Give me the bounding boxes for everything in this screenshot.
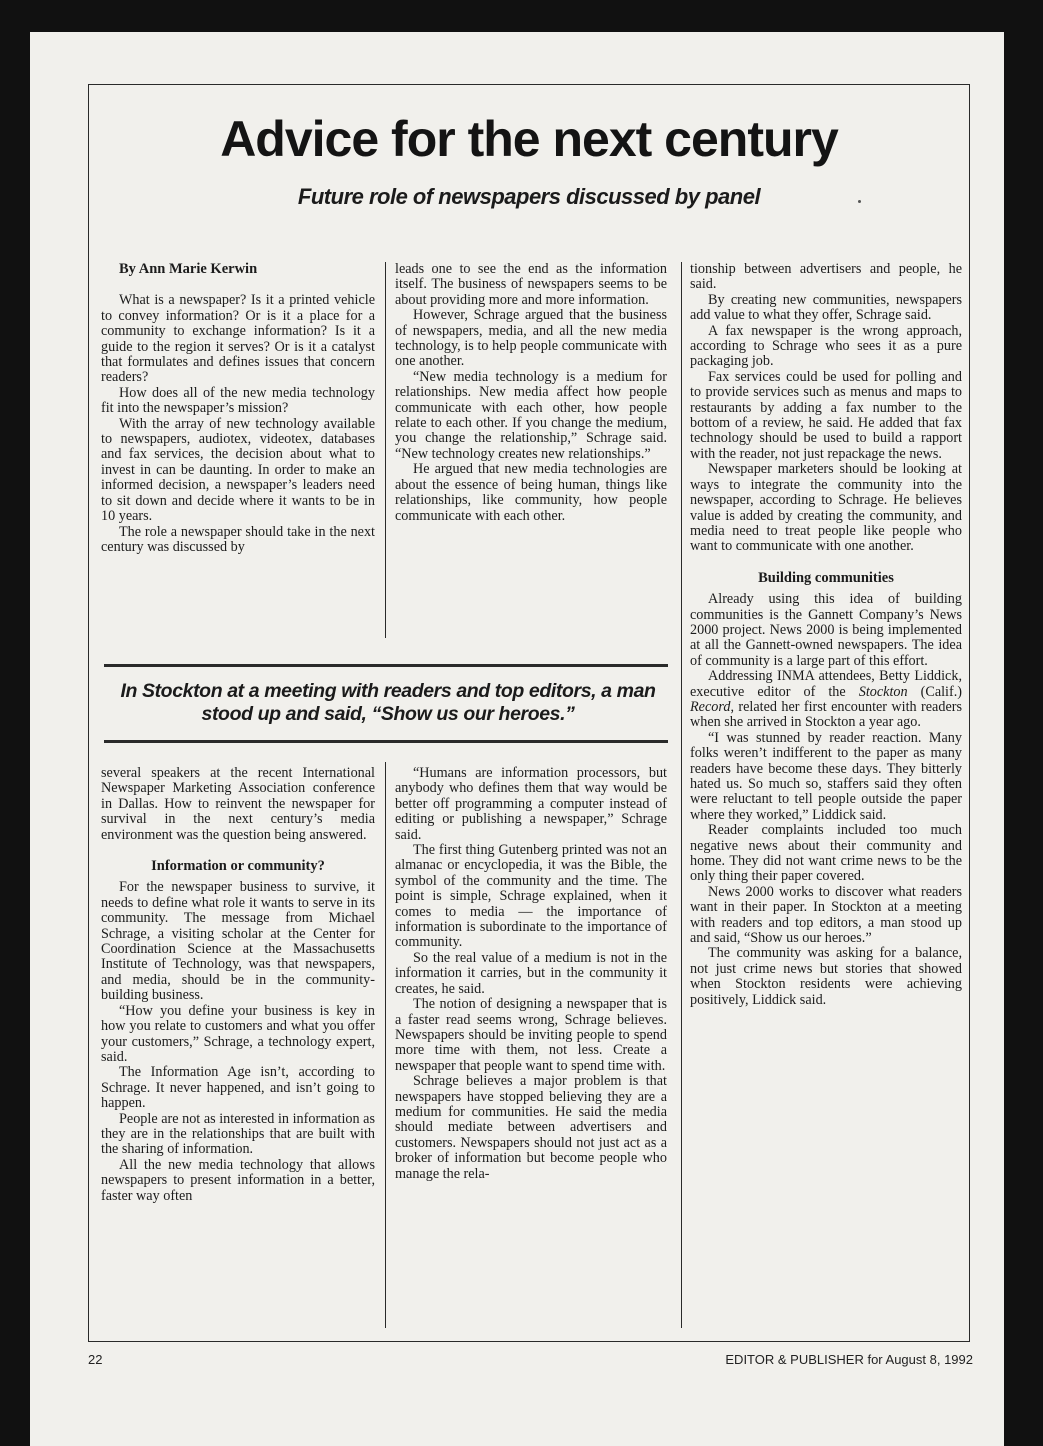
paragraph: With the array of new technology available to newspapers, audiotex, videotex, databases and fax services, the decision about what to invest in can be daunting. In order to make an informed decision, a newspaper’s leaders need to sit down and decide where it wants to be in 10 years. xyxy=(101,415,375,525)
publication-name-italic: Stockton xyxy=(858,683,908,700)
paragraph: Reader complaints included too much negative news about their community and home. They did not want crime news to be the only thing their paper covered. xyxy=(690,822,962,885)
paragraph: leads one to see the end as the information itself. The business of newspapers seems to be about providing more and more information. xyxy=(395,261,667,308)
paragraph: The role a newspaper should take in the next century was discussed by xyxy=(101,523,375,555)
paragraph: The Information Age isn’t, according to Schrage. It never happened, and isn’t going to happen. xyxy=(101,1064,375,1112)
deck-subheadline: Future role of newspapers discussed by panel xyxy=(297,184,761,209)
pullquote-rule-top xyxy=(104,664,668,667)
paragraph: Fax services could be used for polling and to provide services such as menus and maps to restaurants by adding a fax number to the bottom of a review, he said. He added that fax technology should be used to build a rapport with the reader, not just repackage the news. xyxy=(690,368,962,462)
paragraph: tionship between advertisers and people, he said. xyxy=(690,261,962,293)
publication-footer: EDITOR & PUBLISHER for August 8, 1992 xyxy=(725,1352,973,1367)
paragraph: However, Schrage argued that the business of newspapers, media, and all the new media technology, is to help people communicate with one another. xyxy=(395,307,667,370)
publication-name-italic: Record xyxy=(690,698,731,715)
paragraph: “Humans are information processors, but anybody who defines them that way would be better off programming a computer instead of editing or publishing a newspaper,” Schrage said. xyxy=(395,765,667,843)
paragraph: The first thing Gutenberg printed was not an almanac or encyclopedia, it was the Bible, the symbol of the community and the time. The point is simple, Schrage explained, when it comes to media — the importance of information is subordinate to the importance of community. xyxy=(395,842,667,951)
subhead-information-or-community: Information or community? xyxy=(151,858,325,875)
paragraph: A fax newspaper is the wrong approach, according to Schrage who sees it as a pure packaging job. xyxy=(690,322,962,370)
paragraph: Already using this idea of building communities is the Gannett Company’s News 2000 project. News 2000 is being implemented at all the Gannett-owned newspapers. The idea of community is a large part of this effort. xyxy=(690,591,962,669)
paragraph: Newspaper marketers should be looking at ways to integrate the community into the newspaper, according to Schrage. He believes value is added by creating the community, and media need to treat people like people who want to communicate with one another. xyxy=(690,461,962,555)
paragraph: All the new media technology that allows newspapers to present information in a better, faster way often xyxy=(101,1156,375,1204)
text-span: Addressing INMA attendees, Betty Liddick, executive editor of the xyxy=(690,668,962,700)
text-span: (Calif.) xyxy=(920,683,962,700)
paragraph: By creating new communities, newspapers add value to what they offer, Schrage said. xyxy=(690,291,962,324)
column-1-bottom xyxy=(101,766,375,1204)
column-1-top xyxy=(101,262,375,555)
paragraph: He argued that new media technologies are about the essence of being human, things like relationships, like community, how people communicate with each other. xyxy=(395,461,667,524)
column-divider xyxy=(681,262,682,1328)
column-2-top xyxy=(395,262,667,524)
column-2-bottom xyxy=(395,766,667,1182)
page-number: 22 xyxy=(88,1352,103,1367)
paragraph: The notion of designing a newspaper that is a faster read seems wrong, Schrage believes. Newspapers should be inviting people to spend more time with them, not less. Create a newspaper that people want to spend time with. xyxy=(395,996,667,1074)
paragraph-liddick-intro xyxy=(690,669,962,731)
byline: By Ann Marie Kerwin xyxy=(119,261,258,277)
paragraph: “How you define your business is key in how you relate to customers and what you offer your customers,” Schrage, a technology expert, said. xyxy=(101,1002,375,1065)
subhead-building-communities: Building communities xyxy=(758,569,894,586)
column-divider xyxy=(385,262,386,638)
paragraph: News 2000 works to discover what readers want in their paper. In Stockton at a meeting with readers and top editors, a man stood up and said, “Show us our heroes.” xyxy=(690,883,962,947)
column-divider xyxy=(385,762,386,1328)
headline: Advice for the next century xyxy=(220,111,838,167)
paragraph: People are not as interested in information as they are in the relationships that are built with the sharing of information. xyxy=(101,1110,375,1158)
paragraph: What is a newspaper? Is it a printed vehicle to convey information? Or is it a place for a community to exchange information? Is it a guide to the region it serves? Or is it a catalyst that formulates and defines issues that concern readers? xyxy=(101,292,375,386)
paragraph: several speakers at the recent International Newspaper Marketing Association conference in Dallas. How to reinvent the newspaper for survival in the next century’s media environment was the question being answered. xyxy=(101,765,375,843)
paragraph: Schrage believes a major problem is that newspapers have stopped believing they are a medium for communities. He said the media should mediate between advertisers and customers. Newspapers should not just act as a broker of information but become people who manage the rela- xyxy=(395,1073,667,1182)
paragraph: “New media technology is a medium for relationships. New media affect how people communicate with each other, how people relate to each other. If you change the medium, you change the relationship,” Schrage said. “New technology creates new relationships.” xyxy=(395,368,667,462)
paragraph: For the newspaper business to survive, it needs to define what role it wants to serve in its community. The message from Michael Schrage, a visiting scholar at the Center for Coordination Science at the Massachusetts Institute of Technology, was that newspapers, and media, should be in the community-building business. xyxy=(101,879,375,1004)
paragraph: How does all of the new media technology fit into the newspaper’s mission? xyxy=(101,384,375,417)
paragraph: So the real value of a medium is not in the information it carries, but in the community it creates, he said. xyxy=(395,949,667,997)
paragraph: The community was asking for a balance, not just crime news but stories that showed when Stockton residents were achieving positively, Liddick said. xyxy=(690,945,962,1008)
pullquote: In Stockton at a meeting with readers and top editors, a man stood up and said, “Show us our heroes.” xyxy=(120,680,656,725)
speck xyxy=(858,200,861,203)
text-span: , related her first encounter with readers when she arrived in Stockton a year ago. xyxy=(690,698,962,731)
paragraph: “I was stunned by reader reaction. Many folks weren’t indifferent to the paper as many readers have become these days. They bitterly hated us. So much so, staffers said they often were reluctant to tell people outside the paper where they worked,” Liddick said. xyxy=(690,729,962,823)
column-3 xyxy=(690,262,962,1008)
pullquote-rule-bottom xyxy=(104,740,668,743)
